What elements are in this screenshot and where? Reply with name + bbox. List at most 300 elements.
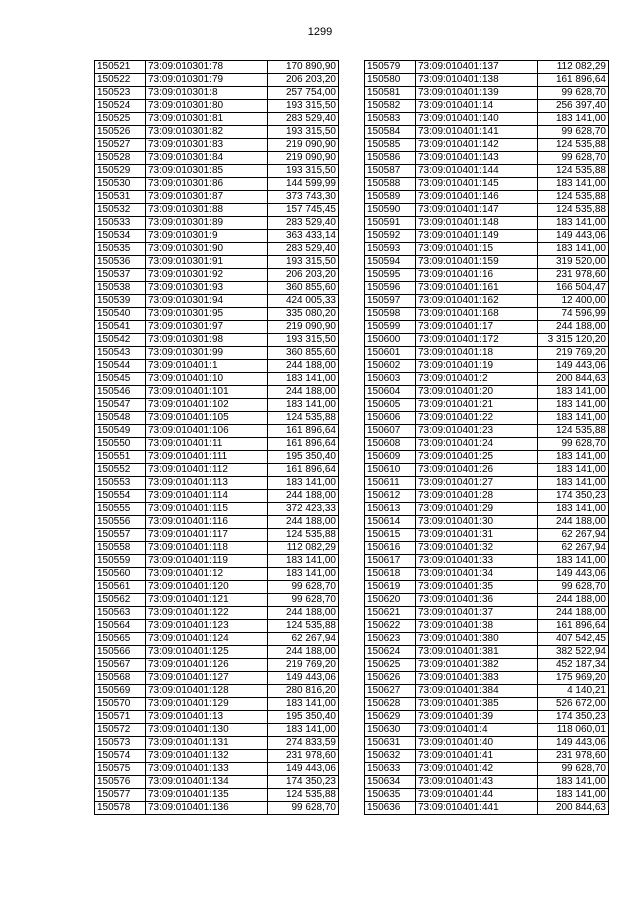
value-cell: 244 188,00 (268, 516, 339, 529)
row-number-cell: 150543 (95, 347, 146, 360)
row-number-cell: 150527 (95, 139, 146, 152)
row-number-cell: 150584 (365, 126, 416, 139)
row-number-cell: 150615 (365, 529, 416, 542)
cadastral-number-cell: 73:09:010401:33 (416, 555, 538, 568)
table-row (365, 74, 609, 87)
table-row (95, 633, 339, 646)
cadastral-number-cell: 73:09:010401:12 (146, 568, 268, 581)
value-cell: 183 141,00 (538, 412, 609, 425)
table-row (365, 230, 609, 243)
row-number-cell: 150609 (365, 451, 416, 464)
row-number-cell: 150610 (365, 464, 416, 477)
value-cell: 99 628,70 (538, 126, 609, 139)
table-row (365, 204, 609, 217)
table-row (365, 750, 609, 763)
table-row (95, 61, 339, 74)
row-number-cell: 150521 (95, 61, 146, 74)
table-row (95, 659, 339, 672)
table-row (365, 789, 609, 802)
row-number-cell: 150538 (95, 282, 146, 295)
row-number-cell: 150599 (365, 321, 416, 334)
table-row (95, 672, 339, 685)
row-number-cell: 150614 (365, 516, 416, 529)
row-number-cell: 150525 (95, 113, 146, 126)
cadastral-number-cell: 73:09:010401:138 (416, 74, 538, 87)
value-cell: 193 315,50 (268, 126, 339, 139)
row-number-cell: 150586 (365, 152, 416, 165)
right-table (364, 60, 609, 815)
row-number-cell: 150549 (95, 425, 146, 438)
value-cell: 118 060,01 (538, 724, 609, 737)
table-row (95, 516, 339, 529)
row-number-cell: 150558 (95, 542, 146, 555)
value-cell: 112 082,29 (538, 61, 609, 74)
row-number-cell: 150565 (95, 633, 146, 646)
cadastral-number-cell: 73:09:010401:128 (146, 685, 268, 698)
row-number-cell: 150569 (95, 685, 146, 698)
row-number-cell: 150596 (365, 282, 416, 295)
value-cell: 183 141,00 (268, 555, 339, 568)
table-row (95, 425, 339, 438)
value-cell: 174 350,23 (268, 776, 339, 789)
table-row (365, 568, 609, 581)
left-table-body (95, 61, 339, 815)
cadastral-number-cell: 73:09:010401:105 (146, 412, 268, 425)
cadastral-number-cell: 73:09:010401:146 (416, 191, 538, 204)
row-number-cell: 150544 (95, 360, 146, 373)
cadastral-number-cell: 73:09:010301:88 (146, 204, 268, 217)
table-row (365, 594, 609, 607)
cadastral-number-cell: 73:09:010401:129 (146, 698, 268, 711)
value-cell: 183 141,00 (268, 477, 339, 490)
value-cell: 407 542,45 (538, 633, 609, 646)
row-number-cell: 150541 (95, 321, 146, 334)
row-number-cell: 150634 (365, 776, 416, 789)
cadastral-number-cell: 73:09:010401:148 (416, 217, 538, 230)
cadastral-number-cell: 73:09:010301:86 (146, 178, 268, 191)
table-row (95, 334, 339, 347)
table-row (95, 789, 339, 802)
cadastral-number-cell: 73:09:010401:145 (416, 178, 538, 191)
row-number-cell: 150617 (365, 555, 416, 568)
table-row (95, 646, 339, 659)
table-row (95, 399, 339, 412)
table-row (95, 152, 339, 165)
table-row (365, 685, 609, 698)
value-cell: 244 188,00 (268, 646, 339, 659)
cadastral-number-cell: 73:09:010401:122 (146, 607, 268, 620)
table-row (365, 334, 609, 347)
cadastral-number-cell: 73:09:010301:92 (146, 269, 268, 282)
cadastral-number-cell: 73:09:010301:9 (146, 230, 268, 243)
row-number-cell: 150552 (95, 464, 146, 477)
table-row (95, 269, 339, 282)
value-cell: 124 535,88 (268, 789, 339, 802)
value-cell: 195 350,40 (268, 451, 339, 464)
value-cell: 382 522,94 (538, 646, 609, 659)
row-number-cell: 150583 (365, 113, 416, 126)
cadastral-number-cell: 73:09:010401:140 (416, 113, 538, 126)
cadastral-number-cell: 73:09:010401:32 (416, 542, 538, 555)
value-cell: 183 141,00 (538, 178, 609, 191)
row-number-cell: 150528 (95, 152, 146, 165)
cadastral-number-cell: 73:09:010401:112 (146, 464, 268, 477)
cadastral-number-cell: 73:09:010401:116 (146, 516, 268, 529)
row-number-cell: 150635 (365, 789, 416, 802)
cadastral-number-cell: 73:09:010401:14 (416, 100, 538, 113)
value-cell: 193 315,50 (268, 165, 339, 178)
table-row (365, 399, 609, 412)
row-number-cell: 150579 (365, 61, 416, 74)
value-cell: 183 141,00 (538, 503, 609, 516)
cadastral-number-cell: 73:09:010401:2 (416, 373, 538, 386)
value-cell: 219 769,20 (538, 347, 609, 360)
cadastral-number-cell: 73:09:010401:24 (416, 438, 538, 451)
cadastral-number-cell: 73:09:010301:95 (146, 308, 268, 321)
table-row (365, 373, 609, 386)
cadastral-number-cell: 73:09:010301:81 (146, 113, 268, 126)
cadastral-number-cell: 73:09:010401:36 (416, 594, 538, 607)
table-row (365, 61, 609, 74)
cadastral-number-cell: 73:09:010401:30 (416, 516, 538, 529)
value-cell: 166 504,47 (538, 282, 609, 295)
row-number-cell: 150612 (365, 490, 416, 503)
table-row (95, 230, 339, 243)
row-number-cell: 150568 (95, 672, 146, 685)
value-cell: 99 628,70 (538, 87, 609, 100)
table-row (365, 776, 609, 789)
cadastral-number-cell: 73:09:010401:161 (416, 282, 538, 295)
value-cell: 124 535,88 (268, 620, 339, 633)
table-row (95, 542, 339, 555)
table-row (365, 178, 609, 191)
cadastral-number-cell: 73:09:010401:120 (146, 581, 268, 594)
table-row (95, 763, 339, 776)
table-row (365, 386, 609, 399)
table-row (365, 529, 609, 542)
value-cell: 62 267,94 (538, 529, 609, 542)
row-number-cell: 150630 (365, 724, 416, 737)
cadastral-number-cell: 73:09:010401:10 (146, 373, 268, 386)
row-number-cell: 150620 (365, 594, 416, 607)
table-row (95, 100, 339, 113)
table-row (365, 802, 609, 815)
value-cell: 124 535,88 (538, 139, 609, 152)
row-number-cell: 150622 (365, 620, 416, 633)
table-row (95, 165, 339, 178)
cadastral-number-cell: 73:09:010401:124 (146, 633, 268, 646)
table-row (95, 438, 339, 451)
cadastral-number-cell: 73:09:010301:87 (146, 191, 268, 204)
table-row (365, 243, 609, 256)
row-number-cell: 150594 (365, 256, 416, 269)
value-cell: 193 315,50 (268, 100, 339, 113)
value-cell: 174 350,23 (538, 711, 609, 724)
cadastral-number-cell: 73:09:010401:37 (416, 607, 538, 620)
value-cell: 183 141,00 (268, 568, 339, 581)
table-row (95, 490, 339, 503)
row-number-cell: 150556 (95, 516, 146, 529)
value-cell: 62 267,94 (268, 633, 339, 646)
value-cell: 193 315,50 (268, 256, 339, 269)
value-cell: 244 188,00 (538, 321, 609, 334)
value-cell: 124 535,88 (268, 412, 339, 425)
table-row (95, 529, 339, 542)
table-row (95, 74, 339, 87)
value-cell: 12 400,00 (538, 295, 609, 308)
row-number-cell: 150597 (365, 295, 416, 308)
cadastral-number-cell: 73:09:010301:94 (146, 295, 268, 308)
cadastral-number-cell: 73:09:010401:125 (146, 646, 268, 659)
table-row (95, 685, 339, 698)
value-cell: 170 890,90 (268, 61, 339, 74)
row-number-cell: 150535 (95, 243, 146, 256)
row-number-cell: 150590 (365, 204, 416, 217)
row-number-cell: 150537 (95, 269, 146, 282)
value-cell: 4 140,21 (538, 685, 609, 698)
table-row (95, 243, 339, 256)
cadastral-number-cell: 73:09:010401:18 (416, 347, 538, 360)
row-number-cell: 150562 (95, 594, 146, 607)
table-row (365, 646, 609, 659)
row-number-cell: 150627 (365, 685, 416, 698)
cadastral-number-cell: 73:09:010401:11 (146, 438, 268, 451)
value-cell: 161 896,64 (268, 464, 339, 477)
row-number-cell: 150601 (365, 347, 416, 360)
value-cell: 283 529,40 (268, 243, 339, 256)
cadastral-number-cell: 73:09:010401:19 (416, 360, 538, 373)
value-cell: 372 423,33 (268, 503, 339, 516)
value-cell: 99 628,70 (538, 581, 609, 594)
table-row (365, 321, 609, 334)
row-number-cell: 150606 (365, 412, 416, 425)
table-row (95, 477, 339, 490)
table-row (365, 698, 609, 711)
cadastral-number-cell: 73:09:010401:130 (146, 724, 268, 737)
cadastral-number-cell: 73:09:010401:382 (416, 659, 538, 672)
table-row (365, 308, 609, 321)
value-cell: 257 754,00 (268, 87, 339, 100)
table-row (95, 360, 339, 373)
table-row (95, 178, 339, 191)
cadastral-number-cell: 73:09:010401:29 (416, 503, 538, 516)
cadastral-number-cell: 73:09:010401:144 (416, 165, 538, 178)
value-cell: 124 535,88 (268, 529, 339, 542)
row-number-cell: 150532 (95, 204, 146, 217)
value-cell: 244 188,00 (538, 516, 609, 529)
table-row (95, 87, 339, 100)
cadastral-number-cell: 73:09:010401:143 (416, 152, 538, 165)
cadastral-number-cell: 73:09:010401:41 (416, 750, 538, 763)
value-cell: 149 443,06 (268, 672, 339, 685)
cadastral-number-cell: 73:09:010401:139 (416, 87, 538, 100)
value-cell: 219 090,90 (268, 139, 339, 152)
cadastral-number-cell: 73:09:010401:118 (146, 542, 268, 555)
cadastral-number-cell: 73:09:010401:35 (416, 581, 538, 594)
row-number-cell: 150618 (365, 568, 416, 581)
table-row (365, 659, 609, 672)
value-cell: 161 896,64 (538, 74, 609, 87)
cadastral-number-cell: 73:09:010401:172 (416, 334, 538, 347)
table-row (365, 607, 609, 620)
table-row (95, 503, 339, 516)
cadastral-number-cell: 73:09:010401:26 (416, 464, 538, 477)
table-row (95, 750, 339, 763)
table-row (365, 295, 609, 308)
row-number-cell: 150548 (95, 412, 146, 425)
table-row (95, 139, 339, 152)
value-cell: 319 520,00 (538, 256, 609, 269)
row-number-cell: 150608 (365, 438, 416, 451)
row-number-cell: 150572 (95, 724, 146, 737)
table-row (365, 581, 609, 594)
value-cell: 231 978,60 (538, 269, 609, 282)
row-number-cell: 150561 (95, 581, 146, 594)
value-cell: 149 443,06 (538, 737, 609, 750)
cadastral-number-cell: 73:09:010301:99 (146, 347, 268, 360)
row-number-cell: 150589 (365, 191, 416, 204)
cadastral-number-cell: 73:09:010401:16 (416, 269, 538, 282)
row-number-cell: 150536 (95, 256, 146, 269)
row-number-cell: 150522 (95, 74, 146, 87)
table-row (365, 87, 609, 100)
cadastral-number-cell: 73:09:010401:126 (146, 659, 268, 672)
row-number-cell: 150524 (95, 100, 146, 113)
value-cell: 149 443,06 (538, 568, 609, 581)
table-row (95, 555, 339, 568)
cadastral-number-cell: 73:09:010301:80 (146, 100, 268, 113)
row-number-cell: 150533 (95, 217, 146, 230)
table-row (95, 386, 339, 399)
value-cell: 124 535,88 (538, 165, 609, 178)
table-row (365, 438, 609, 451)
table-row (95, 191, 339, 204)
table-row (365, 217, 609, 230)
cadastral-number-cell: 73:09:010401:136 (146, 802, 268, 815)
row-number-cell: 150530 (95, 178, 146, 191)
table-row (95, 581, 339, 594)
table-row (95, 568, 339, 581)
cadastral-number-cell: 73:09:010301:90 (146, 243, 268, 256)
table-row (365, 451, 609, 464)
value-cell: 256 397,40 (538, 100, 609, 113)
table-row (95, 308, 339, 321)
cadastral-number-cell: 73:09:010401:23 (416, 425, 538, 438)
value-cell: 161 896,64 (268, 438, 339, 451)
row-number-cell: 150621 (365, 607, 416, 620)
cadastral-number-cell: 73:09:010401:380 (416, 633, 538, 646)
row-number-cell: 150605 (365, 399, 416, 412)
cadastral-number-cell: 73:09:010401:42 (416, 763, 538, 776)
value-cell: 200 844,63 (538, 373, 609, 386)
row-number-cell: 150526 (95, 126, 146, 139)
value-cell: 363 433,14 (268, 230, 339, 243)
table-row (95, 594, 339, 607)
value-cell: 161 896,64 (538, 620, 609, 633)
table-row (365, 724, 609, 737)
row-number-cell: 150585 (365, 139, 416, 152)
row-number-cell: 150591 (365, 217, 416, 230)
value-cell: 244 188,00 (268, 386, 339, 399)
cadastral-number-cell: 73:09:010401:117 (146, 529, 268, 542)
value-cell: 112 082,29 (268, 542, 339, 555)
table-row (365, 360, 609, 373)
value-cell: 149 443,06 (538, 360, 609, 373)
cadastral-number-cell: 73:09:010401:147 (416, 204, 538, 217)
table-row (365, 763, 609, 776)
table-row (95, 802, 339, 815)
row-number-cell: 150564 (95, 620, 146, 633)
value-cell: 183 141,00 (538, 243, 609, 256)
row-number-cell: 150631 (365, 737, 416, 750)
row-number-cell: 150563 (95, 607, 146, 620)
cadastral-number-cell: 73:09:010401:132 (146, 750, 268, 763)
row-number-cell: 150555 (95, 503, 146, 516)
table-row (95, 113, 339, 126)
value-cell: 149 443,06 (538, 230, 609, 243)
cadastral-number-cell: 73:09:010301:8 (146, 87, 268, 100)
value-cell: 244 188,00 (268, 360, 339, 373)
row-number-cell: 150600 (365, 334, 416, 347)
row-number-cell: 150566 (95, 646, 146, 659)
table-row (95, 698, 339, 711)
row-number-cell: 150554 (95, 490, 146, 503)
row-number-cell: 150560 (95, 568, 146, 581)
cadastral-number-cell: 73:09:010401:381 (416, 646, 538, 659)
row-number-cell: 150545 (95, 373, 146, 386)
row-number-cell: 150581 (365, 87, 416, 100)
cadastral-number-cell: 73:09:010301:89 (146, 217, 268, 230)
value-cell: 157 745,45 (268, 204, 339, 217)
value-cell: 335 080,20 (268, 308, 339, 321)
row-number-cell: 150611 (365, 477, 416, 490)
value-cell: 183 141,00 (268, 724, 339, 737)
value-cell: 200 844,63 (538, 802, 609, 815)
row-number-cell: 150624 (365, 646, 416, 659)
value-cell: 144 599,99 (268, 178, 339, 191)
value-cell: 124 535,88 (538, 204, 609, 217)
cadastral-number-cell: 73:09:010301:93 (146, 282, 268, 295)
cadastral-number-cell: 73:09:010401:40 (416, 737, 538, 750)
row-number-cell: 150576 (95, 776, 146, 789)
table-row (95, 737, 339, 750)
row-number-cell: 150550 (95, 438, 146, 451)
table-row (95, 204, 339, 217)
row-number-cell: 150546 (95, 386, 146, 399)
cadastral-number-cell: 73:09:010401:441 (416, 802, 538, 815)
value-cell: 244 188,00 (268, 607, 339, 620)
table-row (365, 100, 609, 113)
row-number-cell: 150633 (365, 763, 416, 776)
row-number-cell: 150636 (365, 802, 416, 815)
value-cell: 174 350,23 (538, 490, 609, 503)
row-number-cell: 150531 (95, 191, 146, 204)
row-number-cell: 150571 (95, 711, 146, 724)
value-cell: 283 529,40 (268, 113, 339, 126)
value-cell: 183 141,00 (538, 789, 609, 802)
row-number-cell: 150575 (95, 763, 146, 776)
value-cell: 526 672,00 (538, 698, 609, 711)
row-number-cell: 150595 (365, 269, 416, 282)
cadastral-number-cell: 73:09:010401:141 (416, 126, 538, 139)
cadastral-number-cell: 73:09:010301:85 (146, 165, 268, 178)
table-row (95, 217, 339, 230)
cadastral-number-cell: 73:09:010301:98 (146, 334, 268, 347)
table-row (95, 451, 339, 464)
cadastral-number-cell: 73:09:010401:43 (416, 776, 538, 789)
cadastral-number-cell: 73:09:010301:78 (146, 61, 268, 74)
table-row (365, 737, 609, 750)
